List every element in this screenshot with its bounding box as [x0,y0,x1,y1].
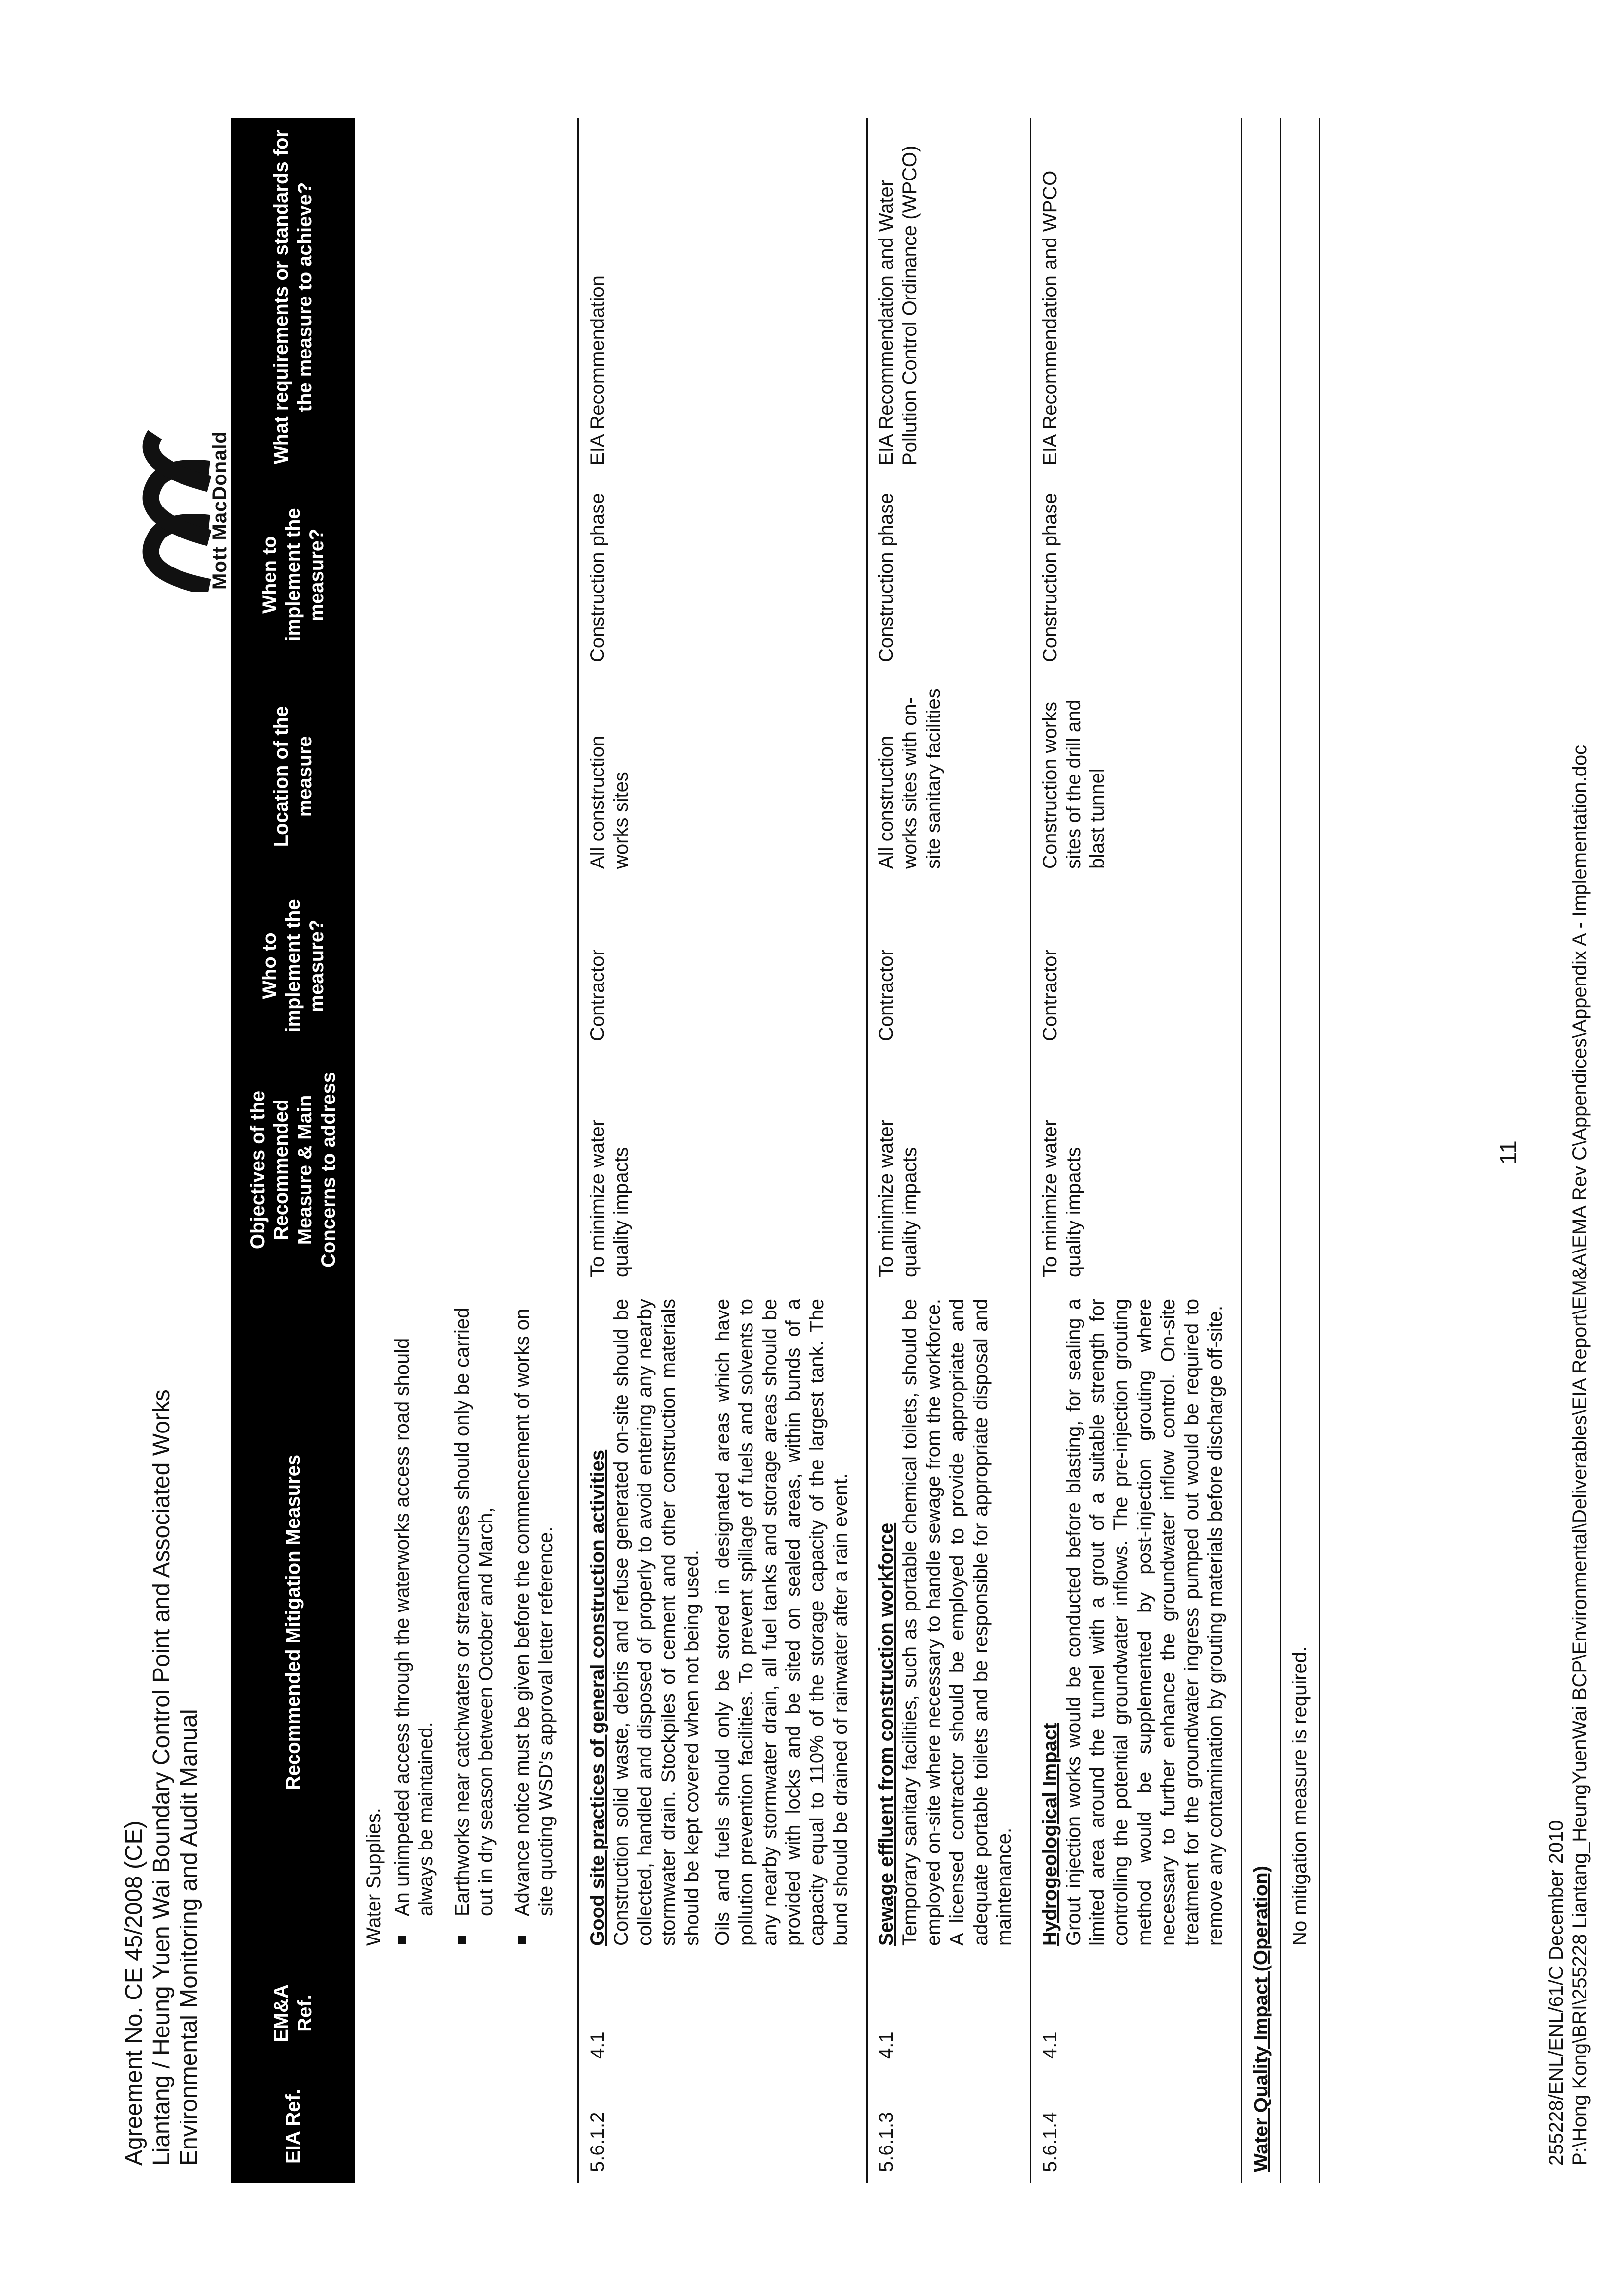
header-objectives: Objectives of the Recommended Measure & Main Concerns to address [231,1052,355,1288]
measure-title: Hydrogeological Impact [1039,1723,1061,1946]
measure-paragraph: Temporary sanitary facilities, such as portable chemical toilets, should be employed on-site where necessary to handle sewage from the workforce. A licensed contractor should be employed to provide appropriate and adequate portable toilets and be responsible for appropriate disposal and maintenance. [899,1299,1015,1946]
no-mitigation-text: No mitigation measure is required. [1281,118,1320,1957]
header-ema-ref: EM&A Ref. [231,1957,355,2070]
page-number: 11 [1496,1140,1522,1165]
document-header [120,1389,203,2166]
manual-title: Environmental Monitoring and Audit Manual [176,1709,202,2166]
location-cell: All construction works sites with on-site sanitary facilities [867,673,1031,880]
document-footer [1544,745,1592,2166]
continuation-cell [355,1288,578,1957]
continuation-row [355,118,578,2183]
mott-macdonald-logo-icon [125,425,214,592]
no-mitigation-row [1281,118,1320,2183]
who-cell: Contractor [867,880,1031,1052]
ema-ref-cell: 4.1 [578,1957,867,2070]
eia-ref-cell: 5.6.1.2 [578,2070,867,2183]
section-heading-row [1242,118,1281,2183]
eia-ref-cell: 5.6.1.4 [1031,2070,1242,2183]
bullet-item: Advance notice must be given before the commencement of works on site quoting WSD's approval letter reference. [511,1299,558,1946]
continuation-bullets [391,1299,558,1946]
measure-cell [1031,1288,1242,1957]
ema-ref-cell: 4.1 [1031,1957,1242,2070]
objective-cell: To minimize water quality impacts [578,1052,867,1288]
when-cell: Construction phase [867,477,1031,673]
table-row [1031,118,1242,2183]
measure-paragraph: Oils and fuels should only be stored in designated areas which have pollution prevention facilities. To prevent spillage of fuels and solvents to any nearby stormwater drain, all fuel tanks and storage areas should be provided with locks and be sited on sealed areas, within bunds of a capacity equal to 110% of the storage capacity of the largest tank. The bund should be drained of rainwater after a rain event. [712,1299,851,1946]
objective-cell: To minimize water quality impacts [1031,1052,1242,1288]
measure-paragraph: Grout injection works would be conducted before blasting, for sealing a limited area around the tunnel with a grout of a suitable strength for controlling the potential groundwater inflows. The pre-injection grouting method would be supplemented by post-injection grouting where necessary to further enhance the groundwater inflow control. On-site treatment for the groundwater ingress pumped out would be required to remove any contamination by grouting materials before discharge off-site. [1063,1299,1226,1946]
measure-cell [578,1288,867,1957]
header-who: Who to implement the measure? [231,880,355,1052]
when-cell: Construction phase [1031,477,1242,673]
operation-heading: Water Quality Impact (Operation) [1242,118,1281,2183]
square-bullet-icon [518,1936,526,1944]
location-cell: Construction works sites of the drill and blast tunnel [1031,673,1242,880]
measure-title: Sewage effluent from construction workforce [875,1522,897,1946]
eia-ref-cell: 5.6.1.3 [867,2070,1031,2183]
bullet-item: Earthworks near catchwaters or streamcourses should only be carried out in dry season between October and March, [451,1299,498,1946]
bullet-item: An unimpeded access through the waterworks access road should always be maintained. [391,1299,438,1946]
logo-wordmark: Mott MacDonald [209,431,231,590]
when-cell: Construction phase [578,477,867,673]
who-cell: Contractor [578,880,867,1052]
file-path: P:\Hong Kong\BRI\255228 Liantang_HeungYuenWai BCP\Environmental\Deliverables\EIA Report\EM&A\EMA Rev C\Appendices\Appendix A - Implementation.doc [1569,745,1591,2166]
table-row [578,118,867,2183]
continuation-lead: Water Supplies. [363,1808,385,1946]
requirement-cell: EIA Recommendation [578,118,867,477]
agreement-number: Agreement No. CE 45/2008 (CE) [121,1820,147,2166]
mitigation-measures-table [231,118,1320,2183]
objective-cell: To minimize water quality impacts [867,1052,1031,1288]
document-reference: 255228/ENL/ENL/61/C December 2010 [1545,1820,1567,2166]
square-bullet-icon [398,1936,406,1944]
header-when: When to implement the measure? [231,477,355,673]
measure-paragraph: Construction solid waste, debris and refuse generated on-site should be collected, handled and disposed of properly to avoid entering any nearby stormwater drain. Stockpiles of cement and other construction materials should be kept covered when not being used. [610,1299,703,1946]
who-cell: Contractor [1031,880,1242,1052]
header-measures: Recommended Mitigation Measures [231,1288,355,1957]
measure-cell [867,1288,1031,1957]
ema-ref-cell: 4.1 [867,1957,1031,2070]
requirement-cell: EIA Recommendation and Water Pollution Control Ordinance (WPCO) [867,118,1031,477]
table-header-row [231,118,355,2183]
measure-title: Good site practices of general construction activities [587,1449,608,1946]
header-eia-ref: EIA Ref. [231,2070,355,2183]
header-location: Location of the measure [231,673,355,880]
location-cell: All construction works sites [578,673,867,880]
requirement-cell: EIA Recommendation and WPCO [1031,118,1242,477]
project-title: Liantang / Heung Yuen Wai Boundary Control Point and Associated Works [149,1389,175,2166]
square-bullet-icon [458,1936,466,1944]
table-row [867,118,1031,2183]
header-requirements: What requirements or standards for the measure to achieve? [231,118,355,477]
